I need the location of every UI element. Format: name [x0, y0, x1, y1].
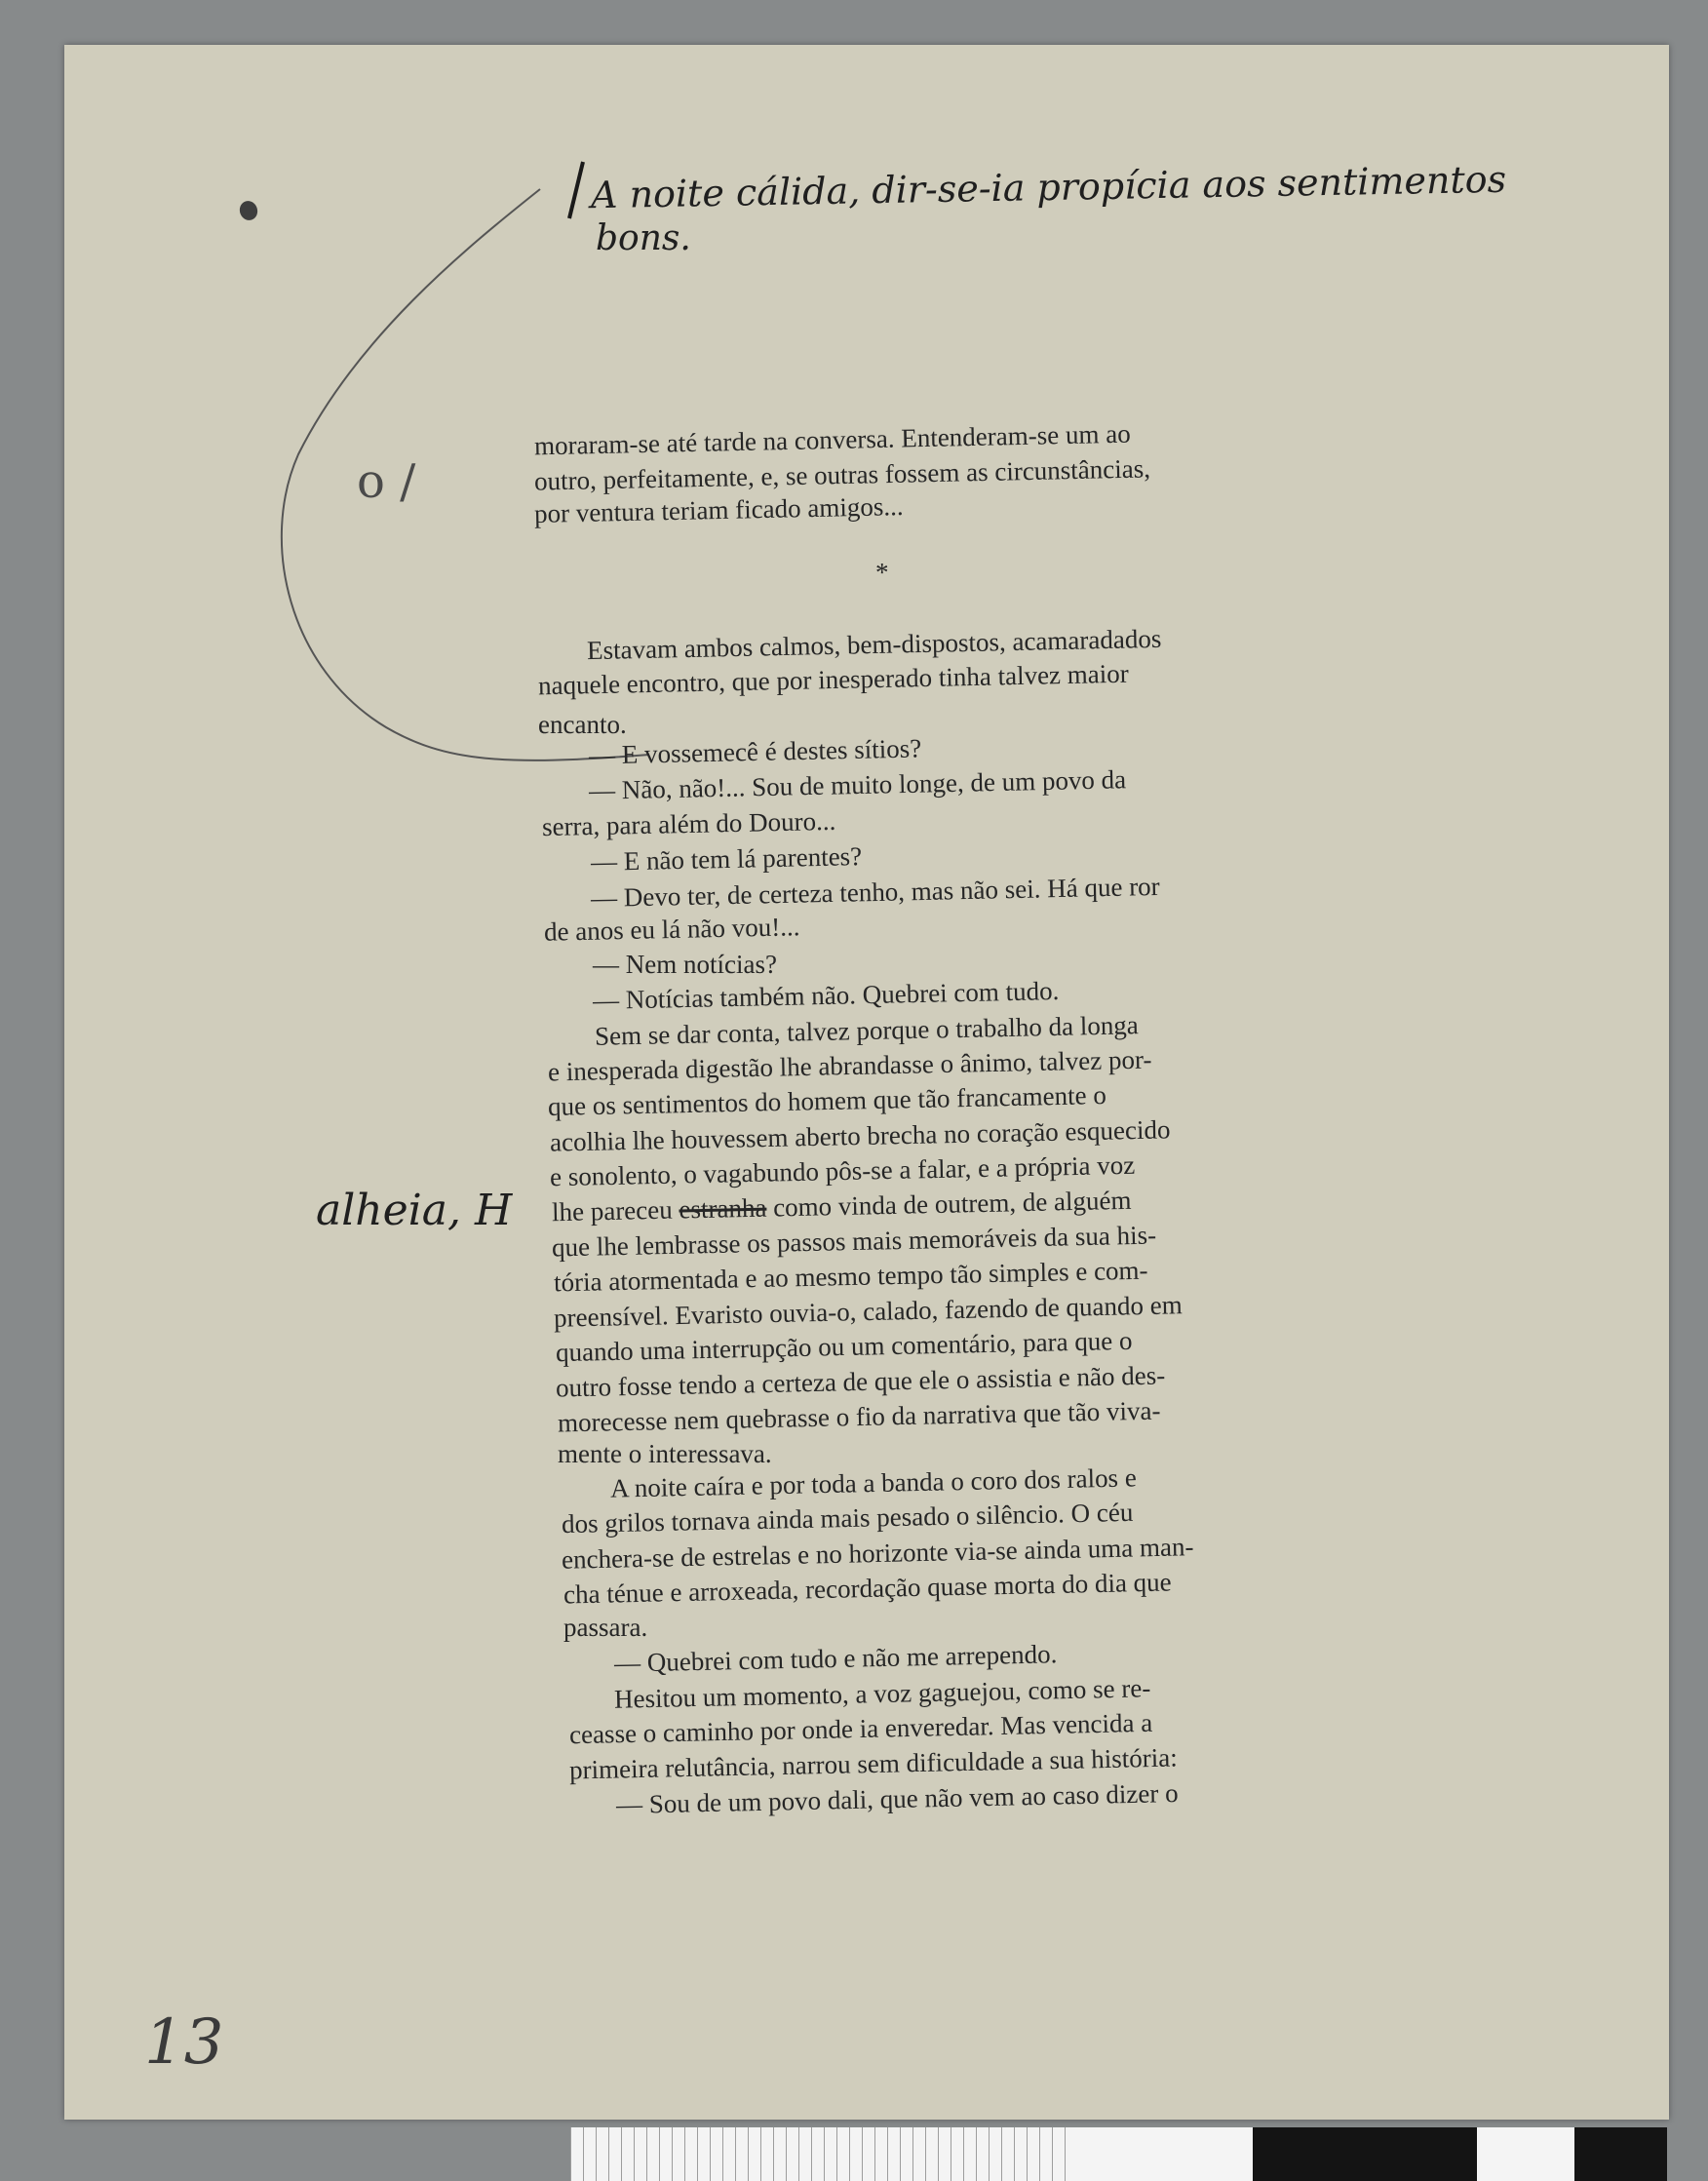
text-line: — Devo ter, de certeza tenho, mas não sei. Há que ror [590, 871, 1160, 914]
text-line: — Quebrei com tudo e não me arrependo. [613, 1639, 1058, 1678]
text-line: dos grilos tornava ainda mais pesado o silêncio. O céu [561, 1497, 1134, 1539]
handwritten-note-line1: A noite cálida, dir-se-ia propícia aos sentimentos [590, 157, 1507, 217]
page-number: 13 [144, 2006, 224, 2079]
text-line: de anos eu lá não vou!... [543, 912, 800, 947]
text-line: por ventura teriam ficado amigos... [533, 491, 904, 528]
text-line: — Notícias também não. Quebrei com tudo. [592, 975, 1060, 1016]
section-divider: * [875, 558, 889, 587]
text-line: ceasse o caminho por onde ia enveredar. Mas vencida a [568, 1707, 1153, 1750]
text-line: acolhia lhe houvessem aberto brecha no coração esquecido [549, 1114, 1171, 1157]
text-line: A noite caíra e por toda a banda o coro dos ralos e [609, 1462, 1138, 1503]
text-line: — E vossemecê é destes sítios? [588, 733, 922, 770]
text-line: tória atormentada e ao mesmo tempo tão simples e com- [553, 1255, 1148, 1298]
text-line: — Sou de um povo dali, que não vem ao caso dizer o [615, 1777, 1179, 1820]
text-segment: como vinda de outrem, de alguém [772, 1185, 1132, 1223]
text-line: e inesperada digestão lhe abrandasse o ânimo, talvez por- [547, 1044, 1152, 1087]
text-line: mente o interessava. [558, 1439, 772, 1468]
text-line: preensível. Evaristo ouvia-o, calado, fazendo de quando em [553, 1290, 1183, 1333]
scale-ruler [570, 2127, 1667, 2181]
text-line: morecesse nem quebrasse o fio da narrativa que tão viva- [557, 1395, 1161, 1438]
text-line: — E não tem lá parentes? [590, 841, 863, 876]
text-line: — Não, não!... Sou de muito longe, de um povo da [588, 764, 1127, 805]
text-line: Estavam ambos calmos, bem-dispostos, acamaradados [586, 623, 1162, 666]
text-line: passara. [563, 1613, 648, 1642]
margin-correction: alheia, H [316, 1186, 513, 1235]
margin-mark: o / [357, 454, 416, 509]
struck-word: estranha [679, 1192, 767, 1225]
text-line: quando uma interrupção ou um comentário, para que o [555, 1325, 1133, 1368]
text-line: outro fosse tendo a certeza de que ele o assistia e não des- [555, 1360, 1166, 1403]
ruler-ticks [570, 2127, 1077, 2181]
text-line: cha ténue e arroxeada, recordação quase morta do dia que [563, 1567, 1172, 1610]
text-line: primeira relutância, narrou sem dificuldade a sua história: [568, 1742, 1179, 1785]
text-line: encanto. [538, 710, 627, 739]
text-line: naquele encontro, que por inesperado tinha talvez maior [537, 658, 1130, 701]
text-line: enchera-se de estrelas e no horizonte via-se ainda uma man- [561, 1532, 1194, 1575]
text-line: serra, para além do Douro... [541, 805, 836, 842]
ruler-black-segment [1253, 2127, 1477, 2181]
handwritten-note-line2: bons. [596, 218, 691, 258]
text-line: que os sentimentos do homem que tão francamente o [547, 1080, 1107, 1121]
text-segment: lhe pareceu [551, 1194, 674, 1227]
text-line: outro, perfeitamente, e, se outras fossem as circunstâncias, [533, 453, 1151, 496]
text-line: que lhe lembrasse os passos mais memoráveis da sua his- [551, 1220, 1157, 1263]
text-line: Hesitou um momento, a voz gaguejou, como se re- [613, 1673, 1151, 1714]
ruler-black-segment [1574, 2127, 1667, 2181]
text-line: Sem se dar conta, talvez porque o trabalho da longa [594, 1010, 1140, 1051]
text-line: moraram-se até tarde na conversa. Entenderam-se um ao [533, 418, 1131, 461]
text-line: — Nem notícias? [593, 950, 777, 979]
text-line: e sonolento, o vagabundo pôs-se a falar, e a própria voz [549, 1149, 1136, 1192]
